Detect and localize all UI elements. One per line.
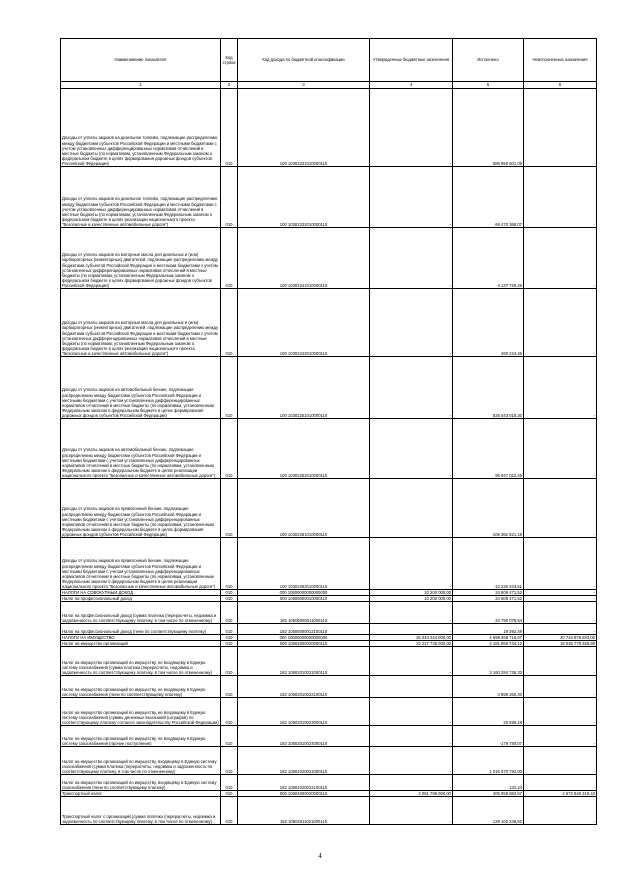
cell-indicator-name: Доходы от уплаты акцизов на дизельное топливо, подлежащие распределению между бюджетами субъектов Российской Федерации и местными бюджетами с учетом установленных дифференцированных нормативов отчислений в местные бюджеты (по нормативам, установленным Федеральным законом о федеральном бюджете в целях реализации национального проекта "Безопасные и качественные автомобильные дороги") <box>61 167 221 228</box>
cell-approved: 25 344 244 000,00 <box>370 635 453 641</box>
table-row <box>61 479 597 538</box>
cell-line-code: 010 <box>221 797 238 825</box>
cell-unexecuted: - <box>524 479 597 538</box>
cell-approved: - <box>370 698 453 726</box>
cell-executed: 1 016 870 782,00 <box>453 747 524 775</box>
cell-budget-code: 100 10302242010000110 <box>238 289 370 357</box>
cell-approved: 10 200 000,00 <box>370 590 453 596</box>
table-row <box>61 676 597 698</box>
table-row <box>61 775 597 791</box>
table-row <box>61 698 597 726</box>
cell-executed: 4 599 268 716,67 <box>453 635 524 641</box>
cell-executed: 129 102 249,52 <box>453 797 524 825</box>
cell-executed: 69 470 368,07 <box>453 167 524 228</box>
cell-approved: - <box>370 797 453 825</box>
table-row <box>61 647 597 676</box>
cell-line-code: 010 <box>221 228 238 289</box>
table-row <box>61 602 597 624</box>
cell-line-code: 010 <box>221 676 238 698</box>
cell-executed: 4 959 250,40 <box>453 676 524 698</box>
cell-budget-code: 182 10602020021000110 <box>238 747 370 775</box>
cell-budget-code: 100 10302231010000110 <box>238 89 370 167</box>
cell-unexecuted: - <box>524 747 597 775</box>
cell-approved: - <box>370 676 453 698</box>
table-row <box>61 538 597 590</box>
table-row <box>61 89 597 167</box>
header-name: Наименование показателя <box>61 39 221 82</box>
cell-unexecuted: 2 672 840 319,43 <box>524 791 597 797</box>
cell-executed: 132,24 <box>453 775 524 791</box>
cell-approved: 22 227 735 000,00 <box>370 641 453 647</box>
cell-indicator-name: Налог на имущество организаций по имуществу, не входящему в Единую систему газоснабжения (пени по соответствующему платежу) <box>61 676 221 698</box>
header-executed: Исполнено <box>453 39 524 82</box>
header-row <box>61 39 597 82</box>
table-row <box>61 747 597 775</box>
page-number: 4 <box>318 852 322 860</box>
cell-line-code: 010 <box>221 89 238 167</box>
cell-budget-code: 182 10506000011000110 <box>238 602 370 624</box>
cell-approved: - <box>370 228 453 289</box>
cell-line-code: 010 <box>221 635 238 641</box>
cell-unexecuted: - <box>524 167 597 228</box>
cell-executed: 825 043 016,30 <box>453 357 524 419</box>
cell-executed: 24 809 471,52 <box>453 596 524 602</box>
cell-indicator-name: Доходы от уплаты акцизов на прямогонный бензин, подлежащие распределению между бюджетами субъектов Российской Федерации и местными бюджетами с учетом установленных дифференцированных нормативов отчислений в местные бюджеты (по нормативам, установленным Федеральным законом о федеральном бюджете в целях формирования дорожных фондов субъектов Российской Федерации) <box>61 479 221 538</box>
cell-budget-code: 100 10302252010000110 <box>238 419 370 479</box>
cell-indicator-name: Транспортный налог с организаций (сумма платежа (перерасчеты, недоимка и задолженность по соответствующему платежу, в том числе по отмененному) <box>61 797 221 825</box>
cell-approved: - <box>370 747 453 775</box>
cell-executed: 24 790 078,54 <box>453 602 524 624</box>
cell-indicator-name: Налог на имущество организаций по имуществу, не входящему в Единую систему газоснабжения (суммы денежных взысканий (штрафов) по соответствующему платежу согласно законодательству Российской Федерации) <box>61 698 221 726</box>
cell-unexecuted: - <box>524 726 597 747</box>
cell-indicator-name: Налог на профессиональный доход (сумма платежа (перерасчеты, недоимка и задолженность по соответствующему платежу, в том числе по отмененному) <box>61 602 221 624</box>
cell-executed: 95 847 022,45 <box>453 419 524 479</box>
cell-approved: - <box>370 419 453 479</box>
column-number-row <box>61 82 597 89</box>
cell-indicator-name: Налог на профессиональный доход <box>61 596 221 602</box>
cell-unexecuted: - <box>524 624 597 635</box>
header-approved: Утвержденные бюджетные назначения <box>370 39 453 82</box>
cell-budget-code: 182 10602010024000110 <box>238 726 370 747</box>
cell-budget-code: 100 10302232010000110 <box>238 167 370 228</box>
cell-executed: -12 228 333,51 <box>453 538 524 590</box>
cell-approved: - <box>370 647 453 676</box>
cell-approved: - <box>370 624 453 635</box>
cell-indicator-name: Доходы от уплаты акцизов на автомобильный бензин, подлежащие распределению между бюджетами субъектов Российской Федерации и местными бюджетами с учетом установленных дифференцированных нормативов отчислений в местные бюджеты (по нормативам, установленным Федеральным законом о федеральном бюджете в целях формирования дорожных фондов субъектов Российской Федерации) <box>61 357 221 419</box>
cell-line-code: 010 <box>221 791 238 797</box>
cell-approved: - <box>370 289 453 357</box>
cell-indicator-name: Транспортный налог <box>61 791 221 797</box>
header-code: Код строки <box>221 39 238 82</box>
cell-indicator-name: Доходы от уплаты акцизов на моторные масла для дизельных и (или) карбюраторных (инжекторных) двигателей, подлежащие распределению между бюджетами субъектов Российской Федерации и местными бюджетами с учетом установленных дифференцированных нормативов отчислений в местные бюджеты (по нормативам, установленным Федеральным законом о федеральном бюджете в целях формирования дорожных фондов субъектов Российской Федерации) <box>61 228 221 289</box>
table-row <box>61 797 597 825</box>
cell-budget-code: 182 10602010022100110 <box>238 676 370 698</box>
cell-line-code: 010 <box>221 775 238 791</box>
cell-indicator-name: НАЛОГИ НА ИМУЩЕСТВО <box>61 635 221 641</box>
cell-indicator-name: НАЛОГИ НА СОВОКУПНЫЙ ДОХОД <box>61 590 221 596</box>
column-number: 5 <box>453 82 524 89</box>
cell-line-code: 010 <box>221 538 238 590</box>
header-unexecuted: Неисполненные назначения <box>524 39 597 82</box>
cell-executed: 589 959 601,09 <box>453 89 524 167</box>
cell-indicator-name: Налог на имущество организаций по имуществу, входящему в Единую систему газоснабжения (пени по соответствующему платежу) <box>61 775 221 791</box>
cell-line-code: 010 <box>221 698 238 726</box>
cell-indicator-name: Доходы от уплаты акцизов на автомобильный бензин, подлежащие распределению между бюджетами субъектов Российской Федерации и местными бюджетами с учетом установленных дифференцированных нормативов отчислений в местные бюджеты (по нормативам, установленным Федеральным законом о федеральном бюджете в целях реализации национального проекта "Безопасные и качественные автомобильные дороги") <box>61 419 221 479</box>
table-row <box>61 289 597 357</box>
cell-indicator-name: Налог на имущество организаций по имуществу, не входящему в Единую систему газоснабжения (сумма платежа (перерасчеты, недоимка и задолженность по соответствующему платежу, в том числе по отмененному) <box>61 647 221 676</box>
cell-line-code: 010 <box>221 167 238 228</box>
cell-approved: - <box>370 479 453 538</box>
cell-approved: - <box>370 167 453 228</box>
table-row <box>61 228 597 289</box>
cell-budget-code: 182 10506000012100110 <box>238 624 370 635</box>
cell-unexecuted: - <box>524 538 597 590</box>
column-number: 6 <box>524 82 597 89</box>
cell-unexecuted: - <box>524 419 597 479</box>
cell-approved: - <box>370 775 453 791</box>
cell-budget-code: 182 10604011021000110 <box>238 797 370 825</box>
cell-unexecuted: - <box>524 357 597 419</box>
cell-unexecuted: - <box>524 602 597 624</box>
cell-unexecuted: - <box>524 289 597 357</box>
cell-indicator-name: Доходы от уплаты акцизов на прямогонный бензин, подлежащие распределению между бюджетами субъектов Российской Федерации и местными бюджетами с учетом установленных дифференцированных нормативов отчислений в местные бюджеты (по нормативам, установленным Федеральным законом о федеральном бюджете в целях реализации национального проекта "Безопасные и качественные автомобильные дороги") <box>61 538 221 590</box>
cell-indicator-name: Налог на имущество организаций по имуществу, не входящему в Единую систему газоснабжения (прочие поступления) <box>61 726 221 747</box>
cell-executed: -179 780,07 <box>453 726 524 747</box>
column-number: 2 <box>221 82 238 89</box>
cell-budget-code: 000 10600000000000000 <box>238 635 370 641</box>
cell-indicator-name: Налог на имущество организаций <box>61 641 221 647</box>
cell-unexecuted: - <box>524 647 597 676</box>
cell-line-code: 010 <box>221 641 238 647</box>
cell-approved: - <box>370 89 453 167</box>
cell-budget-code: 182 10602020022100110 <box>238 775 370 791</box>
cell-line-code: 010 <box>221 479 238 538</box>
cell-executed: 4 137 729,26 <box>453 228 524 289</box>
cell-budget-code: 182 10602010023000110 <box>238 698 370 726</box>
table-row <box>61 624 597 635</box>
cell-line-code: 010 <box>221 289 238 357</box>
cell-line-code: 010 <box>221 596 238 602</box>
header-kbk: Код дохода по бюджетной классификации <box>238 39 370 82</box>
column-number: 1 <box>61 82 221 89</box>
cell-unexecuted: - <box>524 775 597 791</box>
cell-executed: 405 958 683,57 <box>453 791 524 797</box>
table-row <box>61 726 597 747</box>
cell-executed: 20 599,18 <box>453 698 524 726</box>
cell-indicator-name: Налог на профессиональный доход (пени по соответствующему платежу) <box>61 624 221 635</box>
cell-approved: - <box>370 726 453 747</box>
column-number: 4 <box>370 82 453 89</box>
cell-unexecuted: - <box>524 797 597 825</box>
table-body <box>61 89 597 825</box>
cell-budget-code: 100 10302261010000110 <box>238 479 370 538</box>
cell-budget-code: 100 10302241010000110 <box>238 228 370 289</box>
cell-executed: 19 392,49 <box>453 624 524 635</box>
cell-line-code: 010 <box>221 602 238 624</box>
table-row <box>61 167 597 228</box>
cell-approved: - <box>370 602 453 624</box>
cell-unexecuted: - <box>524 596 597 602</box>
cell-unexecuted: - <box>524 228 597 289</box>
cell-budget-code: 100 10302262010000110 <box>238 538 370 590</box>
cell-unexecuted: 18 045 779 255,88 <box>524 641 597 647</box>
cell-executed: 4 181 955 744,12 <box>453 641 524 647</box>
cell-unexecuted: 20 744 975 283,00 <box>524 635 597 641</box>
cell-budget-code: 000 10500000000000000 <box>238 590 370 596</box>
cell-budget-code: 000 10506000010000110 <box>238 596 370 602</box>
cell-unexecuted: - <box>524 698 597 726</box>
cell-indicator-name: Налог на имущество организаций по имуществу, входящему в Единую систему газоснабжения (сумма платежа (перерасчеты, недоимка и задолженность по соответствующему платежу, в том числе по отмененному) <box>61 747 221 775</box>
revenue-table <box>60 38 597 825</box>
cell-indicator-name: Доходы от уплаты акцизов на дизельное топливо, подлежащие распределению между бюджетами субъектов Российской Федерации и местными бюджетами с учетом установленных дифференцированных нормативов отчислений в местные бюджеты (по нормативам, установленным Федеральным законом о федеральном бюджете в целях формирования дорожных фондов субъектов Российской Федерации) <box>61 89 221 167</box>
cell-unexecuted: - <box>524 89 597 167</box>
table-row <box>61 419 597 479</box>
cell-executed: 460 224,46 <box>453 289 524 357</box>
cell-unexecuted: - <box>524 676 597 698</box>
cell-line-code: 010 <box>221 419 238 479</box>
cell-budget-code: 100 10302251010000110 <box>238 357 370 419</box>
table-row <box>61 357 597 419</box>
cell-line-code: 010 <box>221 624 238 635</box>
column-number: 3 <box>238 82 370 89</box>
cell-approved: - <box>370 538 453 590</box>
cell-line-code: 010 <box>221 647 238 676</box>
cell-budget-code: 182 10602010021000110 <box>238 647 370 676</box>
cell-indicator-name: Доходы от уплаты акцизов на моторные масла для дизельных и (или) карбюраторных (инжекторных) двигателей, подлежащие распределению между бюджетами субъектов Российской Федерации и местными бюджетами с учетом установленных дифференцированных нормативов отчислений в местные бюджеты (по нормативам, установленным Федеральным законом о федеральном бюджете в целях реализации национального проекта "Безопасные и качественные автомобильные дороги") <box>61 289 221 357</box>
cell-budget-code: 000 10604000020000110 <box>238 791 370 797</box>
cell-approved: 10 200 000,00 <box>370 596 453 602</box>
cell-executed: 3 160 284 736,33 <box>453 647 524 676</box>
cell-line-code: 010 <box>221 726 238 747</box>
cell-approved: 3 081 799 000,00 <box>370 791 453 797</box>
cell-unexecuted: - <box>524 590 597 596</box>
cell-line-code: 010 <box>221 590 238 596</box>
cell-line-code: 010 <box>221 357 238 419</box>
cell-approved: - <box>370 357 453 419</box>
cell-executed: -105 362 621,18 <box>453 479 524 538</box>
cell-line-code: 010 <box>221 747 238 775</box>
cell-executed: 24 809 471,52 <box>453 590 524 596</box>
cell-budget-code: 000 10602000020000110 <box>238 641 370 647</box>
